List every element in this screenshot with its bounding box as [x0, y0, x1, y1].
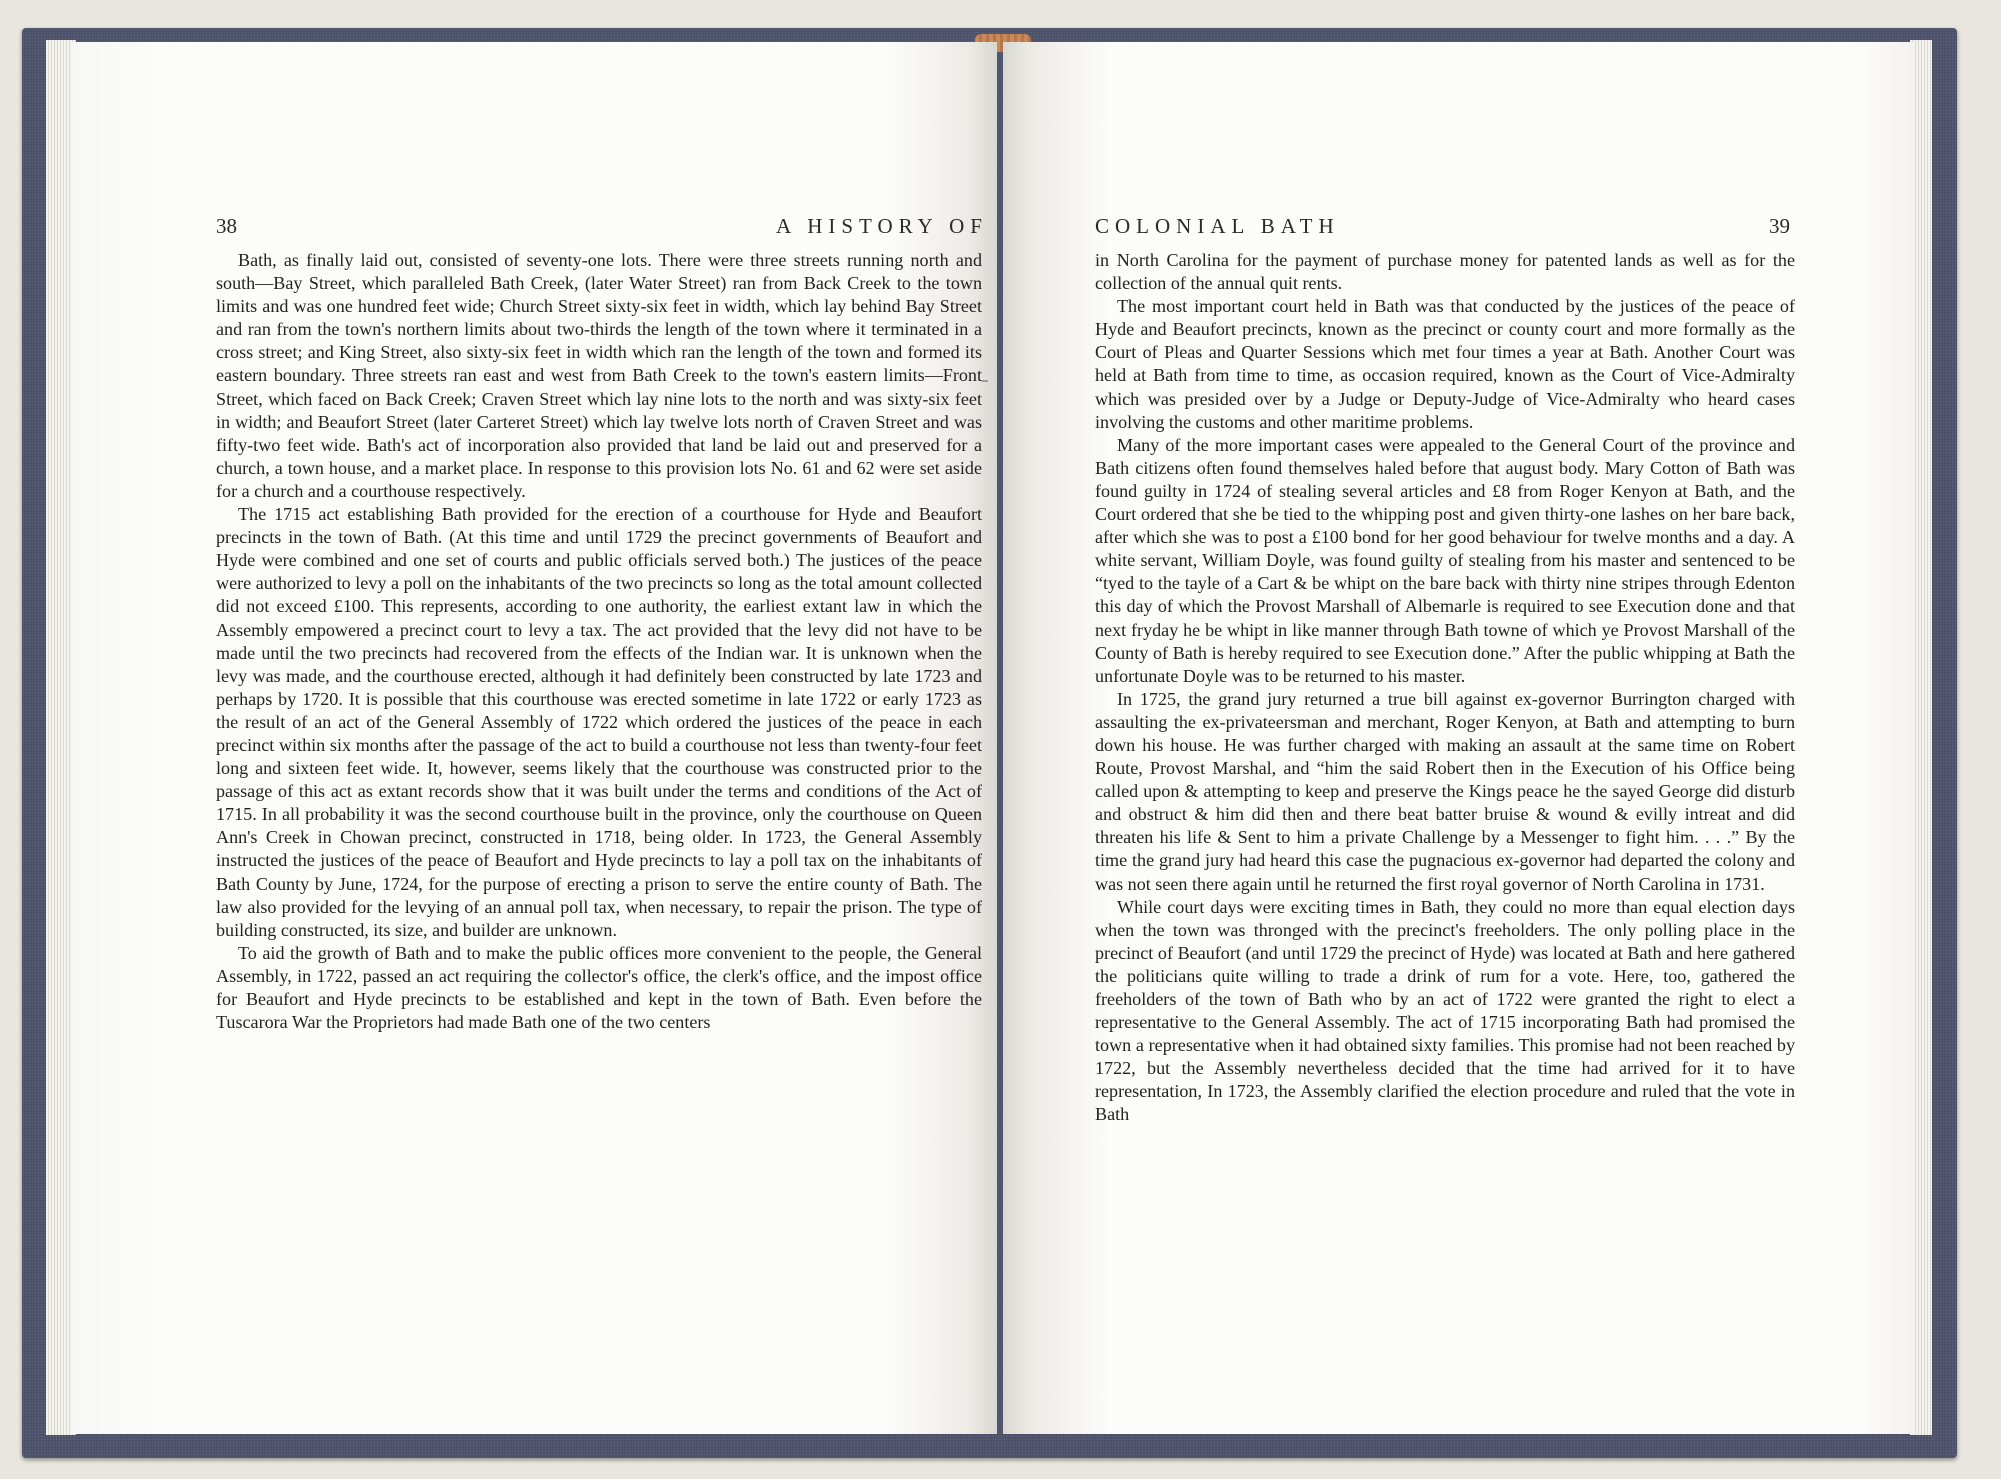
left-running-head: A HISTORY OF	[775, 214, 988, 238]
paragraph: Bath, as finally laid out, consisted of seventy-one lots. There were three streets running north and south—Bay Street, which paralleled Bath Creek, (later Water Street) ran from Back Creek to the town limits and was one hundred feet wide; Church Street sixty-six feet in width, which lay behind Bay Street and ran from the town's northern limits about two-thirds the length of the town where it terminated in a cross street; and King Street, also sixty-six feet in width which ran the length of the town and formed its eastern boundary. Three streets ran east and west from Bath Creek to the town's eastern limits—Front Street, which faced on Back Creek; Craven Street which lay nine lots to the north and was sixty-six feet in width; and Beaufort Street (later Carteret Street) which lay twelve lots north of Craven Street and was fifty-two feet wide. Bath's act of incorporation also provided that land be laid out and preserved for a church, a town house, and a market place. In response to this provision lots No. 61 and 62 were set aside for a church and a courthouse respectively.	[216, 250, 982, 501]
right-page-edges	[1910, 40, 1932, 1435]
right-page-header	[1095, 214, 1790, 242]
left-page-body	[216, 249, 982, 1034]
right-page-body	[1095, 249, 1795, 1127]
paragraph: Many of the more important cases were appealed to the General Court of the province and Bath citizens often found themselves haled before that august body. Mary Cotton of Bath was found guilty in 1724 of stealing several articles and £8 from Roger Kenyon at Bath, and the Court ordered that she be tied to the whipping post and given thirty-one lashes on her bare back, after which she was to post a £100 bond for her good behaviour for twelve months and a day. A white servant, William Doyle, was found guilty of stealing from his master and sentenced to be “tyed to the tayle of a Cart & be whipt on the bare back with thirty nine stripes through Edenton this day of which the Provost Marshall of Albemarle is required to see Execution done and that next fryday he be whipt in like manner through Bath towne of which ye Provost Marshall of the County of Bath is hereby required to see Execution done.” After the public whipping at Bath the unfortunate Doyle was to be returned to his master.	[1095, 434, 1795, 686]
left-page-number: 38	[216, 214, 237, 238]
paragraph: in North Carolina for the payment of purchase money for patented lands as well as for the collection of the annual quit rents.	[1095, 250, 1795, 294]
paragraph: To aid the growth of Bath and to make the public offices more convenient to the people, the General Assembly, in 1722, passed an act requiring the collector's office, the clerk's office, and the impost office for Beaufort and Hyde precincts to be established and kept in the town of Bath. Even before the Tuscarora War the Proprietors had made Bath one of the two centers	[216, 942, 982, 1033]
right-page-number: 39	[1769, 214, 1790, 238]
paragraph: In 1725, the grand jury returned a true bill against ex-governor Burrington charged with assaulting the ex-privateersman and merchant, Roger Kenyon, at Bath and attempting to burn down his house. He was further charged with making an assault at the same time on Robert Route, Provost Marshal, and “him the said Robert then in the Execution of his Office being called upon & attempting to keep and preserve the Kings peace he the sayed George did disturb and obstruct & him did then and there beat batter bruise & wound & evilly intreat and did threaten his life & Sent to him a private Challenge by a Messenger to fight him. . . .” By the time the grand jury had heard this case the pugnacious ex-governor had departed the colony and was not seen there again until he returned the first royal governor of North Carolina in 1731.	[1095, 688, 1795, 894]
right-page	[1003, 42, 1913, 1434]
margin-mark	[982, 380, 988, 382]
paragraph: The most important court held in Bath was that conducted by the justices of the peace of Hyde and Beaufort precincts, known as the precinct or county court and more formally as the Court of Pleas and Quarter Sessions which met four times a year at Bath. Another Court was held at Bath from time to time, as occasion required, known as the Court of Vice-Admiralty which was presided over by a Judge or Deputy-Judge of Vice-Admiralty who heard cases involving the customs and other maritime problems.	[1095, 296, 1795, 432]
paragraph: While court days were exciting times in Bath, they could no more than equal election days when the town was thronged with the precinct's freeholders. The only polling place in the precinct of Beaufort (and until 1729 the precinct of Hyde) was located at Bath and here gathered the politicians quite willing to trade a drink of rum for a vote. Here, too, gathered the freeholders of the town of Bath who by an act of 1722 were granted the right to elect a representative to the General Assembly. The act of 1715 incorporating Bath had promised the town a representative when it had obtained sixty families. This promise had not been reached by 1722, but the Assembly nevertheless decided that the time had arrived for it to have representation, In 1723, the Assembly clarified the election procedure and ruled that the vote in Bath	[1095, 896, 1795, 1125]
right-running-head: COLONIAL BATH	[1095, 214, 1340, 238]
left-page-header	[216, 214, 988, 242]
left-page	[72, 42, 997, 1434]
paragraph: The 1715 act establishing Bath provided for the erection of a courthouse for Hyde and Beaufort precincts in the town of Bath. (At this time and until 1729 the precinct governments of Beaufort and Hyde were combined and one set of courts and public officials served both.) The justices of the peace were authorized to levy a poll on the inhabitants of the two precincts so long as the total amount collected did not exceed £100. This represents, according to one authority, the earliest extant law in which the Assembly empowered a precinct court to levy a tax. The act provided that the levy did not have to be made until the two precincts had recovered from the effects of the Indian war. It is unknown when the levy was made, and the courthouse erected, although it had definitely been constructed by late 1723 and perhaps by 1720. It is possible that this courthouse was erected sometime in late 1722 or early 1723 as the result of an act of the General Assembly of 1722 which ordered the justices of the peace in each precinct within six months after the passage of the act to build a courthouse not less than twenty-four feet long and sixteen feet wide. It, however, seems likely that the courthouse was constructed prior to the passage of this act as extant records show that it was built under the terms and conditions of the Act of 1715. In all probability it was the second courthouse built in the province, only the courthouse on Queen Ann's Creek in Chowan precinct, constructed in 1718, being older. In 1723, the General Assembly instructed the justices of the peace of Beaufort and Hyde precincts to lay a poll tax on the inhabitants of Bath County by June, 1724, for the purpose of erecting a prison to serve the entire county of Bath. The law also provided for the levying of an annual poll tax, when necessary, to repair the prison. The type of building constructed, its size, and builder are unknown.	[216, 504, 982, 940]
